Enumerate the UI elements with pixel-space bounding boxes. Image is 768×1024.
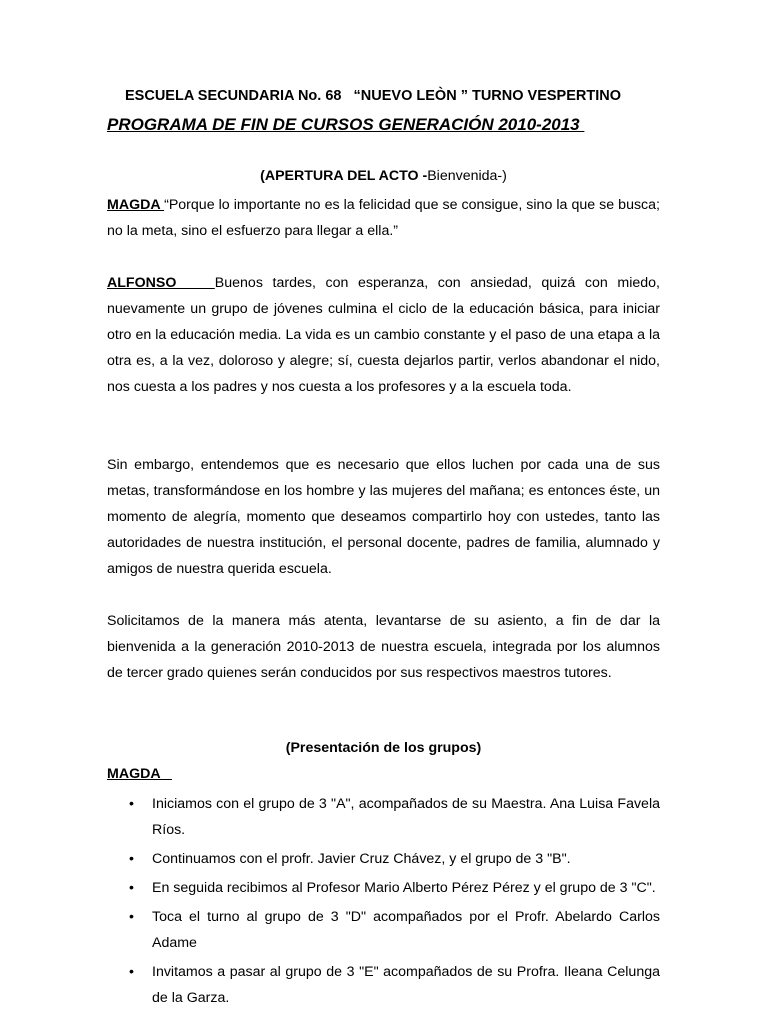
speaker-alfonso: ALFONSO [107, 275, 215, 291]
group-list [107, 791, 660, 1014]
list-item: • En seguida recibimos al Profesor Mario Alberto Pérez Pérez y el grupo de 3 "C". [107, 875, 660, 901]
speaker-magda: MAGDA [107, 197, 165, 213]
list-item: • Invitamos a pasar al grupo de 3 "E" acompañados de su Profra. Ileana Celunga de la Garza. [107, 959, 660, 1011]
alfonso-text: Buenos tardes, con esperanza, con ansiedad, quizá con miedo, nuevamente un grupo de jóvenes culmina el ciclo de la educación básica, para iniciar otro en la educación media. La vida es un cambio constante y el paso de una etapa a la otra es, a la vez, doloroso y alegre; sí, cuesta dejarlos partir, verlos abandonar el nido, nos cuesta a los padres y nos cuesta a los profesores y a la escuela toda. [107, 275, 660, 395]
magda-quote-paragraph [107, 193, 660, 245]
paragraph-solicitamos: Solicitamos de la manera más atenta, levantarse de su asiento, a fin de dar la bienvenida a la generación 2010-2013 de nuestra escuela, integrada por los alumnos de tercer grado quienes serán conducidos por sus respectivos maestros tutores. [107, 613, 660, 681]
magda-quote-text: “Porque lo importante no es la felicidad que se consigue, sino la que se busca; no la meta, sino el esfuerzo para llegar a ella.” [107, 197, 660, 239]
list-item: • Continuamos con el profr. Javier Cruz Chávez, y el grupo de 3 "B". [107, 846, 660, 872]
speaker-magda-presentation: MAGDA [107, 766, 172, 782]
opening-heading-normal: Bienvenida-) [427, 168, 507, 184]
list-item: • Toca el turno al grupo de 3 "D" acompañados por el Profr. Abelardo Carlos Adame [107, 904, 660, 956]
presentation-heading: (Presentación de los grupos) [285, 740, 482, 756]
opening-heading [107, 168, 660, 184]
list-item: • Iniciamos con el grupo de 3 "A", acompañados de su Maestra. Ana Luisa Favela Ríos. [107, 791, 660, 843]
program-title: PROGRAMA DE FIN DE CURSOS GENERACIÓN 2010-2013 [107, 115, 585, 134]
opening-heading-bold: (APERTURA DEL ACTO - [260, 168, 428, 184]
school-heading: ESCUELA SECUNDARIA No. 68 “NUEVO LEÒN ” TURNO VESPERTINO [125, 88, 622, 104]
paragraph-sin-embargo: Sin embargo, entendemos que es necesario que ellos luchen por cada una de sus metas, transformándose en los hombre y las mujeres del mañana; es entonces éste, un momento de alegría, momento que deseamos compartirlo hoy con ustedes, tanto las autoridades de nuestra institución, el personal docente, padres de familia, alumnado y amigos de nuestra querida escuela. [107, 457, 660, 577]
alfonso-paragraph [107, 271, 660, 401]
